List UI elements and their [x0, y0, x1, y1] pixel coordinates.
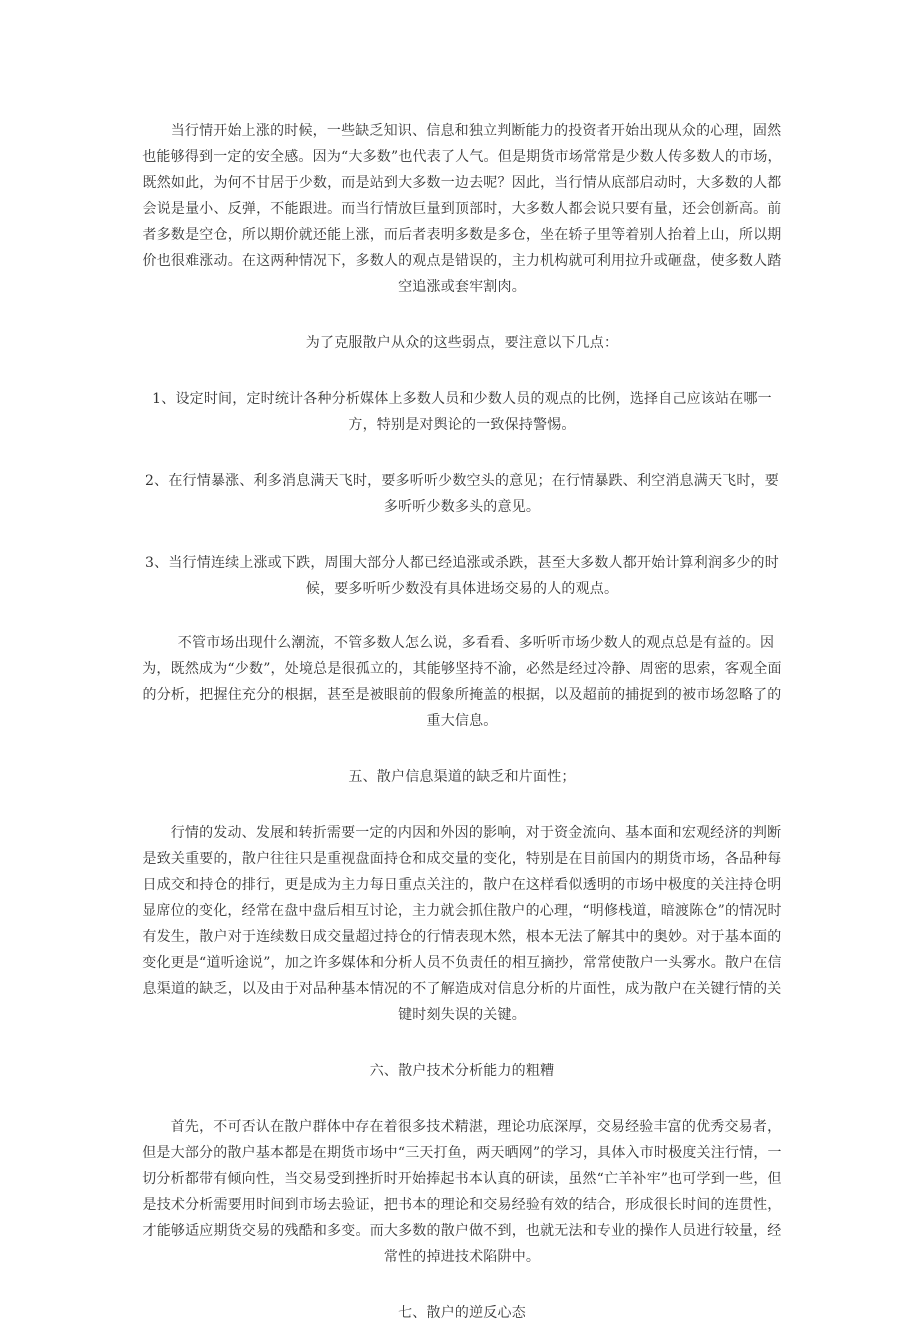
paragraph-herd-mentality: 当行情开始上涨的时候，一些缺乏知识、信息和独立判断能力的投资者开始出现从众的心理，固然也能够得到一定的安全感。因为“大多数”也代表了人气。但是期货市场常常是少数人传多数人的市场，既然如此，为何不甘居于少数，而是站到大多数一边去呢？因此，当行情从底部启动时，大多数的人都会说是量小、反弹，不能跟进。而当行情放巨量到顶部时，大多数人都会说只要有量，还会创新高。前者多数是空仓，所以期价就还能上涨，而后者表明多数是多仓，坐在轿子里等着别人抬着上山，所以期价也很难涨动。在这两种情况下，多数人的观点是错误的，主力机构就可利用拉升或砸盘，使多数人踏空追涨或套牢割肉。 [142, 123, 782, 295]
section-heading-6: 六、散户技术分析能力的粗糟 [369, 1063, 555, 1079]
section-heading-5: 五、散户信息渠道的缺乏和片面性； [348, 769, 576, 785]
list-item-point-2: 2、在行情暴涨、利多消息满天飞时，要多听听少数空头的意见；在行情暴跌、利空消息满天飞时，要多听听少数多头的意见。 [145, 473, 779, 515]
paragraph-technical-analysis: 首先，不可否认在散户群体中存在着很多技术精湛，理论功底深厚，交易经验丰富的优秀交易者，但是大部分的散户基本都是在期货市场中“三天打鱼，两天晒网”的学习，具体入市时极度关注行情，一切分析都带有倾向性，当交易受到挫折时开始捧起书本认真的研读，虽然“亡羊补牢”也可学到一些，但是技术分析需要用时间到市场去验证，把书本的理论和交易经验有效的结合，形成很长时间的连贯性，才能够适应期货交易的残酷和多变。而大多数的散户做不到，也就无法和专业的操作人员进行较量，经常性的掉进技术陷阱中。 [142, 1119, 782, 1265]
section-heading-7: 七、散户的逆反心态 [398, 1305, 526, 1321]
paragraph-information-channels: 行情的发动、发展和转折需要一定的内因和外因的影响，对于资金流向、基本面和宏观经济的判断是致关重要的，散户往往只是重视盘面持仓和成交量的变化，特别是在目前国内的期货市场，各品种每日成交和持仓的排行，更是成为主力每日重点关注的，散户在这样看似透明的市场中极度的关注持仓明显席位的变化，经常在盘中盘后相互讨论，主力就会抓住散户的心理，“明修栈道，暗渡陈仓”的情况时有发生，散户对于连续数日成交量超过持仓的行情表现木然，根本无法了解其中的奥妙。对于基本面的变化更是“道听途说”，加之许多媒体和分析人员不负责任的相互摘抄，常常使散户一头雾水。散户在信息渠道的缺乏，以及由于对品种基本情况的不了解造成对信息分析的片面性，成为散户在关键行情的关键时刻失误的关键。 [142, 825, 782, 1023]
list-item-point-1: 1、设定时间，定时统计各种分析媒体上多数人员和少数人员的观点的比例，选择自己应该站在哪一方，特别是对舆论的一致保持警惕。 [152, 391, 772, 433]
document-page [142, 118, 782, 1326]
list-item-point-3: 3、当行情连续上涨或下跌，周围大部分人都已经追涨或杀跌，甚至大多数人都开始计算利润多少的时候，要多听听少数没有具体进场交易的人的观点。 [145, 555, 779, 597]
paragraph-intro-points: 为了克服散户从众的这些弱点，要注意以下几点： [305, 335, 619, 351]
paragraph-minority-view: 不管市场出现什么潮流，不管多数人怎么说，多看看、多听听市场少数人的观点总是有益的。因为，既然成为“少数”，处境总是很孤立的，其能够坚持不渝，必然是经过冷静、周密的思索，客观全面的分析，把握住充分的根据，甚至是被眼前的假象所掩盖的根据，以及超前的捕捉到的被市场忽略了的重大信息。 [142, 635, 782, 729]
